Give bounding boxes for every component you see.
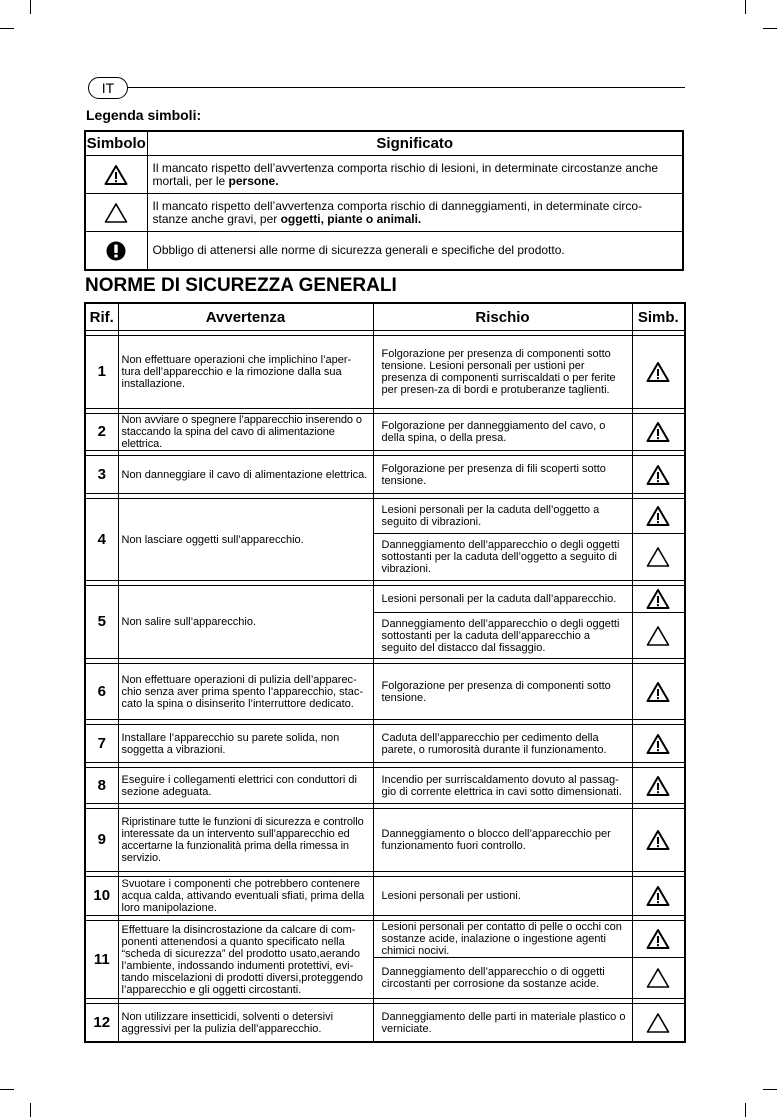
legend-title: Legenda simboli: <box>86 107 202 123</box>
norm-warning: Non salire sull’apparecchio. <box>118 586 373 659</box>
norm-risk: Lesioni personali per contatto di pelle o occhi con sostanze acide, inalazione o ingestione agenti chimici nocivi. <box>373 921 632 958</box>
norm-symbol-cell <box>632 664 685 720</box>
norm-symbol-cell <box>632 1004 685 1043</box>
warning-outline-icon <box>646 1012 670 1034</box>
norm-row <box>85 664 685 720</box>
norms-header-ref: Rif. <box>85 303 118 331</box>
norm-row <box>85 877 685 916</box>
norm-symbol-cell <box>632 613 685 659</box>
norm-warning: Non effettuare operazioni di pulizia dell’apparec-chio senza aver prima spento l’apparecchio, stac-cato la spina o disinserito l’interruttore dedicato. <box>118 664 373 720</box>
norm-ref: 6 <box>85 664 118 720</box>
legend-text-cell <box>147 194 683 232</box>
norm-risk: Folgorazione per presenza di fili scoperti sotto tensione. <box>373 456 632 494</box>
crop-mark <box>30 0 31 14</box>
norm-warning: Non danneggiare il cavo di alimentazione elettrica. <box>118 456 373 494</box>
norm-risk: Lesioni personali per ustioni. <box>373 877 632 916</box>
warning-filled-icon <box>646 421 670 443</box>
legend-text-cell <box>147 232 683 271</box>
warning-filled-icon <box>646 775 670 797</box>
crop-mark <box>763 1089 777 1090</box>
norm-risk: Danneggiamento o blocco dell’apparecchio per funzionamento fuori controllo. <box>373 809 632 872</box>
norm-risk: Lesioni personali per la caduta dell’oggetto a seguito di vibrazioni. <box>373 499 632 534</box>
norm-risk: Lesioni personali per la caduta dall’apparecchio. <box>373 586 632 613</box>
norm-warning: Non avviare o spegnere l’apparecchio inserendo o staccando la spina del cavo di alimentazione elettrica. <box>118 414 373 451</box>
legend-symbol-cell <box>85 156 147 194</box>
norm-warning: Effettuare la disincrostazione da calcare di com-ponenti attenendosi a quanto specificato nella “scheda di sicurezza” del prodotto usato,aerando l’ambiente, indossando indumenti protettivi, evi-tando miscelazioni di prodotti diversi,proteggendo l’apparecchio e gli oggetti circostanti. <box>118 921 373 999</box>
norms-header-risk: Rischio <box>373 303 632 331</box>
warning-filled-icon <box>646 464 670 486</box>
norm-risk: Folgorazione per danneggiamento del cavo, o della spina, o della presa. <box>373 414 632 451</box>
legend-text: Obbligo di attenersi alle norme di sicurezza generali e specifiche del prodotto. <box>152 243 565 257</box>
warning-filled-icon <box>646 885 670 907</box>
norm-risk: Danneggiamento delle parti in materiale plastico o verniciate. <box>373 1004 632 1043</box>
legend-bold-text: persone. <box>228 173 279 188</box>
norm-ref: 2 <box>85 414 118 451</box>
norm-warning: Non utilizzare insetticidi, solventi o detersivi aggressivi per la pulizia dell’apparecchio. <box>118 1004 373 1043</box>
norm-row <box>85 456 685 494</box>
legend-row <box>85 194 683 232</box>
warning-outline-icon <box>646 546 670 568</box>
warning-filled-icon <box>646 361 670 383</box>
norm-ref: 4 <box>85 499 118 581</box>
mandatory-icon <box>105 240 127 262</box>
norm-warning: Eseguire i collegamenti elettrici con conduttori di sezione adeguata. <box>118 768 373 804</box>
safety-norms-table <box>84 302 686 1043</box>
norm-risk: Incendio per surriscaldamento dovuto al passag-gio di corrente elettrica in cavi sotto dimensionati. <box>373 768 632 804</box>
norm-warning: Installare l’apparecchio su parete solida, non soggetta a vibrazioni. <box>118 725 373 763</box>
norm-warning: Ripristinare tutte le funzioni di sicurezza e controllo interessate da un intervento sull’apparecchio ed accertarne la funzionalità prima della rimessa in servizio. <box>118 809 373 872</box>
norm-row <box>85 725 685 763</box>
norm-symbol-cell <box>632 958 685 999</box>
norm-warning: Svuotare i componenti che potrebbero contenere acqua calda, attivando eventuali sfiati, prima della loro manipolazione. <box>118 877 373 916</box>
norm-row <box>85 586 685 613</box>
norm-ref: 3 <box>85 456 118 494</box>
norm-symbol-cell <box>632 768 685 804</box>
legend-header-symbol: Simbolo <box>85 131 147 156</box>
warning-filled-icon <box>646 505 670 527</box>
legend-table <box>84 130 684 271</box>
norm-risk: Danneggiamento dell’apparecchio o degli oggetti sottostanti per la caduta dell’apparecchio a seguito del distacco dal fissaggio. <box>373 613 632 659</box>
warning-outline-icon <box>646 967 670 989</box>
norm-symbol-cell <box>632 921 685 958</box>
legend-text-cell <box>147 156 683 194</box>
norm-symbol-cell <box>632 499 685 534</box>
legend-row <box>85 156 683 194</box>
header-rule <box>127 87 685 88</box>
norms-header-symbol: Simb. <box>632 303 685 331</box>
crop-mark <box>0 1089 14 1090</box>
norm-ref: 10 <box>85 877 118 916</box>
norm-symbol-cell <box>632 809 685 872</box>
norm-row <box>85 921 685 958</box>
crop-mark <box>0 28 14 29</box>
norm-row <box>85 336 685 409</box>
norm-ref: 8 <box>85 768 118 804</box>
warning-filled-icon <box>646 928 670 950</box>
norm-symbol-cell <box>632 877 685 916</box>
norm-ref: 9 <box>85 809 118 872</box>
section-title: NORME DI SICUREZZA GENERALI <box>85 275 397 296</box>
norm-risk: Folgorazione per presenza di componenti sotto tensione. Lesioni personali per ustioni per presenza di componenti surriscaldati o per ferite per presen-za di bordi e protuberanze taglienti. <box>373 336 632 409</box>
norm-row <box>85 768 685 804</box>
language-badge: IT <box>88 77 128 99</box>
warning-filled-icon <box>646 588 670 610</box>
crop-mark <box>763 28 777 29</box>
legend-header-meaning: Significato <box>147 131 683 156</box>
legend-text: Il mancato rispetto dell’avvertenza comporta rischio di danneggiamenti, in determinate circo-stanze anche gravi, per <box>152 198 643 226</box>
crop-mark <box>30 1103 31 1117</box>
warning-outline-icon <box>646 625 670 647</box>
norm-symbol-cell <box>632 456 685 494</box>
norm-ref: 1 <box>85 336 118 409</box>
norm-symbol-cell <box>632 586 685 613</box>
norm-warning: Non effettuare operazioni che implichino l’aper-tura dell’apparecchio e la rimozione dalla sua installazione. <box>118 336 373 409</box>
warning-filled-icon <box>104 164 128 186</box>
norm-row <box>85 809 685 872</box>
norm-ref: 7 <box>85 725 118 763</box>
norm-ref: 11 <box>85 921 118 999</box>
legend-symbol-cell <box>85 194 147 232</box>
norm-row <box>85 499 685 534</box>
norm-row <box>85 414 685 451</box>
norm-symbol-cell <box>632 725 685 763</box>
crop-mark <box>745 0 746 14</box>
legend-row <box>85 232 683 271</box>
legend-text: Il mancato rispetto dell’avvertenza comporta rischio di lesioni, in determinate circostanze anche mortali, per le <box>152 160 659 188</box>
legend-symbol-cell <box>85 232 147 271</box>
norm-ref: 12 <box>85 1004 118 1043</box>
crop-mark <box>745 1103 746 1117</box>
norm-symbol-cell <box>632 336 685 409</box>
warning-outline-icon <box>104 202 128 224</box>
norm-risk: Danneggiamento dell’apparecchio o di oggetti circostanti per corrosione da sostanze acide. <box>373 958 632 999</box>
norm-risk: Danneggiamento dell’apparecchio o degli oggetti sottostanti per la caduta dell’oggetto a seguito di vibrazioni. <box>373 534 632 581</box>
norm-ref: 5 <box>85 586 118 659</box>
norm-risk: Caduta dell’apparecchio per cedimento della parete, o rumorosità durante il funzionamento. <box>373 725 632 763</box>
norm-warning: Non lasciare oggetti sull’apparecchio. <box>118 499 373 581</box>
warning-filled-icon <box>646 733 670 755</box>
norm-risk: Folgorazione per presenza di componenti sotto tensione. <box>373 664 632 720</box>
warning-filled-icon <box>646 829 670 851</box>
norm-row <box>85 1004 685 1043</box>
norm-symbol-cell <box>632 414 685 451</box>
legend-bold-text: oggetti, piante o animali. <box>280 211 422 226</box>
norms-header-warning: Avvertenza <box>118 303 373 331</box>
warning-filled-icon <box>646 681 670 703</box>
norm-symbol-cell <box>632 534 685 581</box>
